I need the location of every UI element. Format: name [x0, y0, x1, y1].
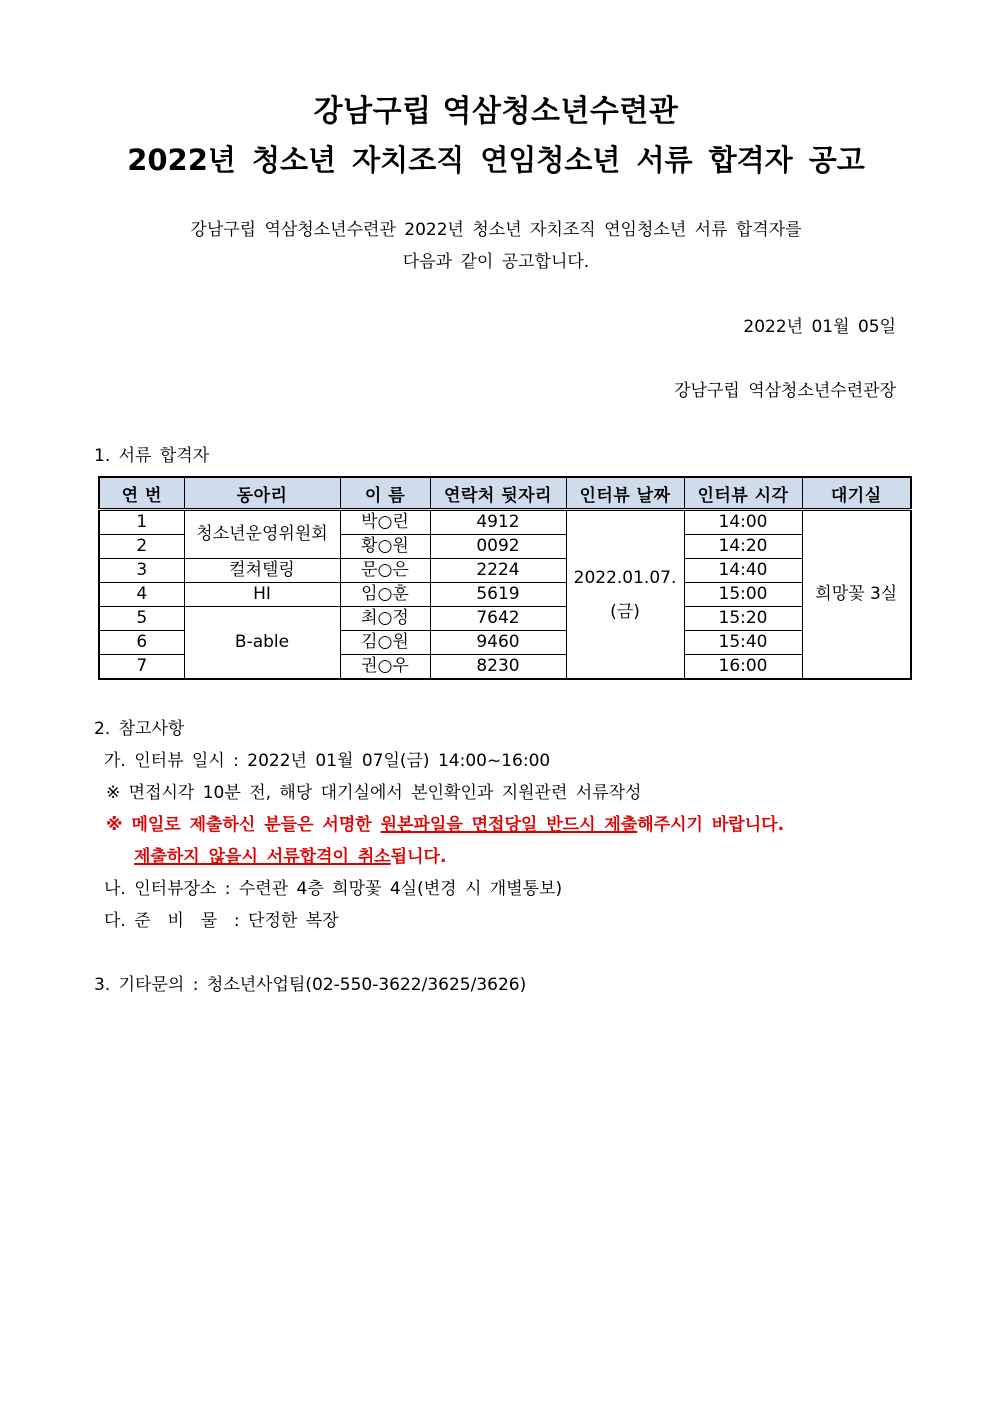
table-header-row: [99, 477, 911, 510]
section2: [94, 713, 784, 937]
note-submission-part1: ※ 메일로 제출하신 분들은 서명한: [106, 815, 381, 835]
cell-phone: 7642: [430, 607, 566, 631]
cell-no: 6: [99, 631, 184, 655]
cell-name: 김○원: [340, 631, 430, 655]
cell-name: 임○훈: [340, 583, 430, 607]
col-header-phone: 연락처 뒷자리: [430, 477, 566, 510]
col-header-room: 대기실: [802, 477, 911, 510]
col-header-club: 동아리: [184, 477, 340, 510]
announcement-date: 2022년 01월 05일: [743, 317, 896, 337]
cell-time: 14:20: [684, 535, 802, 559]
note-submission-underlined: 원본파일을 면접당일 반드시 제출: [380, 815, 638, 835]
note-submission-part2: 해주시기 바랍니다.: [637, 815, 785, 835]
note-cancellation: [94, 841, 784, 873]
intro-line2: 다음과 같이 공고합니다.: [402, 252, 590, 272]
applicant-table: [98, 476, 912, 680]
issuer-name: 강남구립 역삼청소년수련관장: [674, 381, 896, 401]
note-cancellation-part2: 됩니다.: [390, 847, 447, 867]
cell-time: 15:40: [684, 631, 802, 655]
interview-date-line2: (금): [610, 601, 640, 622]
cell-name: 황○원: [340, 535, 430, 559]
intro-line1: 강남구립 역삼청소년수련관 2022년 청소년 자치조직 연임청소년 서류 합격자를: [190, 220, 802, 240]
cell-club: B-able: [184, 607, 340, 680]
col-header-time: 인터뷰 시각: [684, 477, 802, 510]
note-arrival: ※ 면접시각 10분 전, 해당 대기실에서 본인확인과 지원관련 서류작성: [106, 783, 642, 803]
cell-time: 16:00: [684, 655, 802, 680]
table-row: [99, 510, 911, 535]
cell-name: 권○우: [340, 655, 430, 680]
cell-time: 15:20: [684, 607, 802, 631]
cell-no: 4: [99, 583, 184, 607]
cell-no: 5: [99, 607, 184, 631]
section1-heading: 1. 서류 합격자: [94, 446, 210, 466]
cell-interview-date: [566, 510, 684, 680]
cell-name: 최○정: [340, 607, 430, 631]
cell-waiting-room: 희망꽃 3실: [802, 510, 911, 680]
cell-no: 7: [99, 655, 184, 680]
table-row: [99, 607, 911, 631]
cell-phone: 0092: [430, 535, 566, 559]
cell-phone: 2224: [430, 559, 566, 583]
cell-phone: 8230: [430, 655, 566, 680]
cell-phone: 9460: [430, 631, 566, 655]
preparation-items: 다. 준 비 물 : 단정한 복장: [104, 911, 339, 931]
table-row: [99, 559, 911, 583]
intro-paragraph: [0, 214, 992, 278]
cell-club: 컬쳐텔링: [184, 559, 340, 583]
interview-date-line1: 2022.01.07.: [573, 567, 677, 588]
table-row: [99, 583, 911, 607]
col-header-no: 연 번: [99, 477, 184, 510]
cell-club: HI: [184, 583, 340, 607]
cell-time: 14:00: [684, 510, 802, 535]
title-line2: 2022년 청소년 자치조직 연임청소년 서류 합격자 공고: [127, 143, 865, 177]
cell-no: 2: [99, 535, 184, 559]
contact-info: 3. 기타문의 : 청소년사업팀(02-550-3622/3625/3626): [94, 975, 527, 995]
cell-name: 박○린: [340, 510, 430, 535]
cell-club: 청소년운영위원회: [184, 510, 340, 559]
cell-no: 3: [99, 559, 184, 583]
cell-time: 14:40: [684, 559, 802, 583]
cell-name: 문○은: [340, 559, 430, 583]
cell-phone: 5619: [430, 583, 566, 607]
interview-location: 나. 인터뷰장소 : 수련관 4층 희망꽃 4실(변경 시 개별통보): [104, 879, 563, 899]
section2-heading: 2. 참고사항: [94, 719, 185, 739]
title-line1: 강남구립 역삼청소년수련관: [313, 94, 679, 129]
cell-phone: 4912: [430, 510, 566, 535]
col-header-name: 이 름: [340, 477, 430, 510]
cell-time: 15:00: [684, 583, 802, 607]
cell-no: 1: [99, 510, 184, 535]
interview-schedule: 가. 인터뷰 일시 : 2022년 01월 07일(금) 14:00~16:00: [104, 751, 551, 771]
col-header-date: 인터뷰 날짜: [566, 477, 684, 510]
note-cancellation-underlined: 제출하지 않을시 서류합격이 취소: [134, 847, 391, 867]
note-submission: [94, 809, 784, 841]
